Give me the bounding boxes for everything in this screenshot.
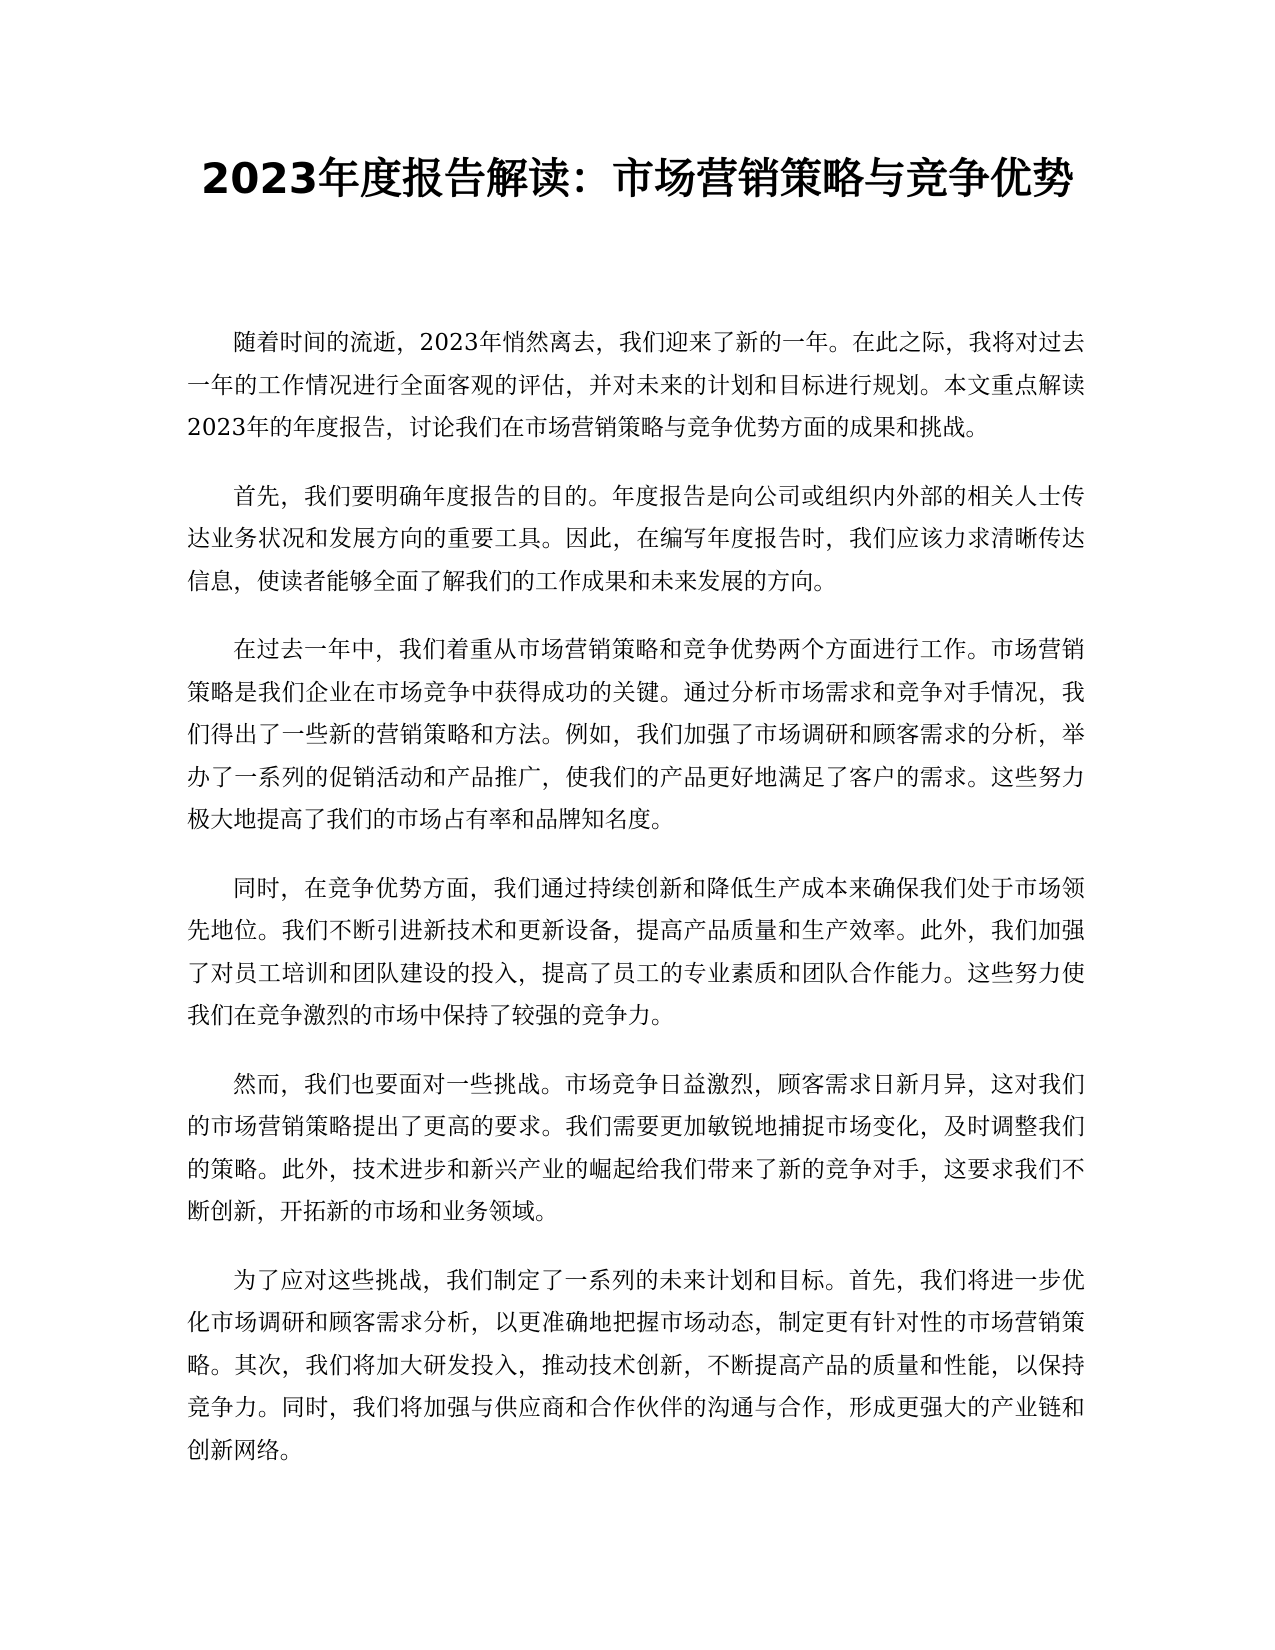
paragraph-6: 为了应对这些挑战，我们制定了一系列的未来计划和目标。首先，我们将进一步优化市场调研和顾客需求分析，以更准确地把握市场动态，制定更有针对性的市场营销策略。其次，我们将加大研发投入，推动技术创新，不断提高产品的质量和性能，以保持竞争力。同时，我们将加强与供应商和合作伙伴的沟通与合作，形成更强大的产业链和创新网络。	[187, 1267, 1085, 1464]
paragraph-3: 在过去一年中，我们着重从市场营销策略和竞争优势两个方面进行工作。市场营销策略是我们企业在市场竞争中获得成功的关键。通过分析市场需求和竞争对手情况，我们得出了一些新的营销策略和方法。例如，我们加强了市场调研和顾客需求的分析，举办了一系列的促销活动和产品推广，使我们的产品更好地满足了客户的需求。这些努力极大地提高了我们的市场占有率和品牌知名度。	[187, 637, 1085, 833]
document-body	[187, 322, 1085, 1498]
paragraph-5: 然而，我们也要面对一些挑战。市场竞争日益激烈，顾客需求日新月异，这对我们的市场营销策略提出了更高的要求。我们需要更加敏锐地捕捉市场变化，及时调整我们的策略。此外，技术进步和新兴产业的崛起给我们带来了新的竞争对手，这要求我们不断创新，开拓新的市场和业务领域。	[187, 1071, 1085, 1225]
paragraph-4: 同时，在竞争优势方面，我们通过持续创新和降低生产成本来确保我们处于市场领先地位。我们不断引进新技术和更新设备，提高产品质量和生产效率。此外，我们加强了对员工培训和团队建设的投入，提高了员工的专业素质和团队合作能力。这些努力使我们在竞争激烈的市场中保持了较强的竞争力。	[187, 875, 1085, 1029]
paragraph-1: 随着时间的流逝，2023年悄然离去，我们迎来了新的一年。在此之际，我将对过去一年的工作情况进行全面客观的评估，并对未来的计划和目标进行规划。本文重点解读2023年的年度报告，讨论我们在市场营销策略与竞争优势方面的成果和挑战。	[187, 330, 1085, 441]
document-title: 2023年度报告解读：市场营销策略与竞争优势	[201, 154, 1074, 203]
paragraph-2: 首先，我们要明确年度报告的目的。年度报告是向公司或组织内外部的相关人士传达业务状况和发展方向的重要工具。因此，在编写年度报告时，我们应该力求清晰传达信息，使读者能够全面了解我们的工作成果和未来发展的方向。	[187, 483, 1085, 595]
